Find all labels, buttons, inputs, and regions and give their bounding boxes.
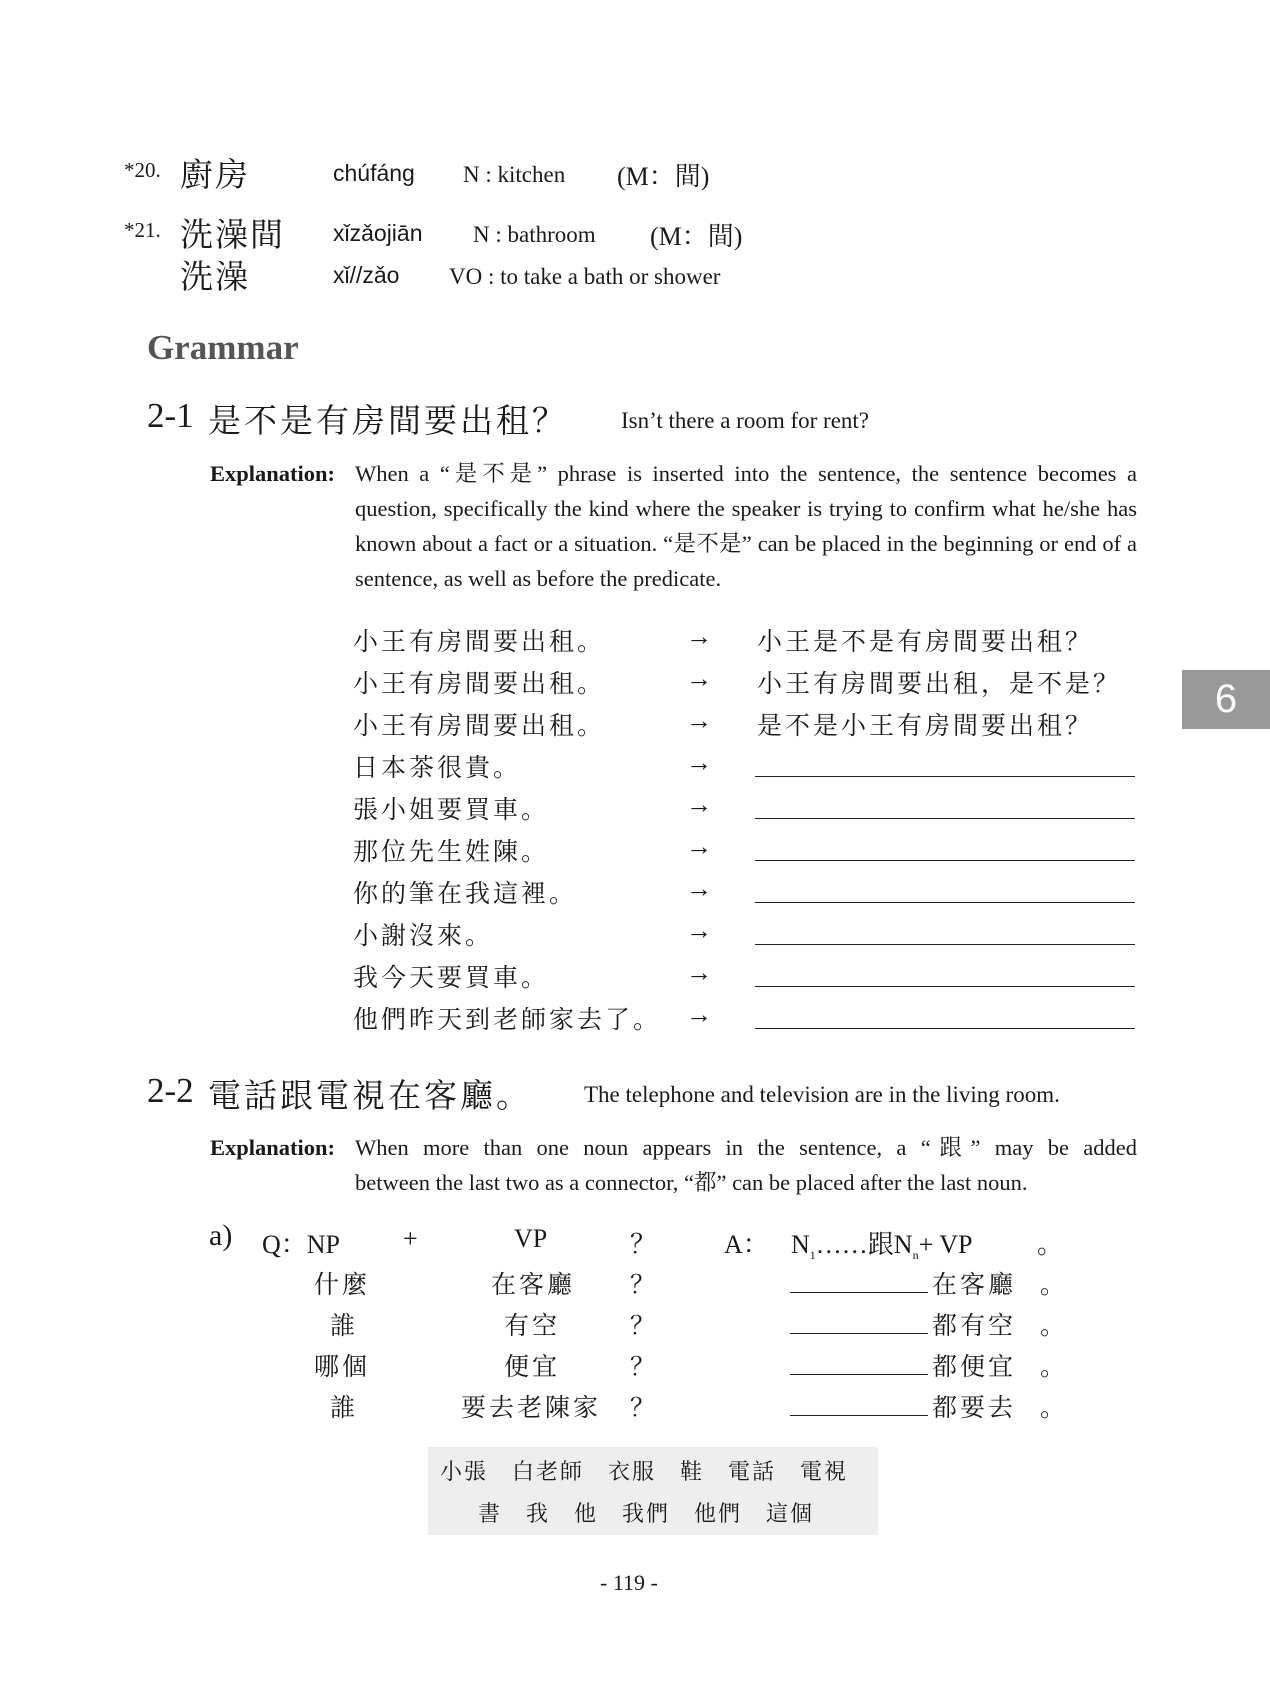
page-number: - 119 - [600, 1570, 658, 1595]
example-source: 小王有房間要出租。 [353, 629, 606, 656]
vocab-definition: N : bathroom [473, 222, 596, 247]
example-target: 小王是不是有房間要出租？ [757, 629, 1094, 656]
grammar-point-number: 2-2 [147, 1071, 194, 1110]
vocab-hanzi: 廚房 [180, 158, 250, 194]
vocab-number: *21. [124, 218, 161, 242]
vocab-hanzi: 洗澡間 [180, 218, 285, 254]
row-vp: 便宜 [504, 1354, 561, 1381]
arrow-icon: → [686, 916, 712, 945]
vocab-number: *20. [124, 158, 161, 182]
pattern-label: a) [209, 1219, 233, 1252]
answer-blank[interactable] [755, 902, 1135, 903]
grammar-point-number: 2-1 [147, 396, 194, 435]
example-source: 小王有房間要出租。 [353, 671, 606, 698]
pattern-vp: VP [514, 1224, 548, 1253]
example-source: 那位先生姓陳。 [353, 839, 550, 866]
grammar-point-translation: The telephone and television are in the living room. [584, 1082, 1060, 1107]
vocab-pinyin: xǐzǎojiān [333, 220, 423, 246]
vocab-definition: N : kitchen [463, 162, 566, 187]
row-vp: 在客廳 [491, 1272, 576, 1299]
example-source: 你的筆在我這裡。 [353, 881, 578, 908]
grammar-point-title: 是不是有房間要出租？ [208, 404, 568, 440]
example-source: 張小姐要買車。 [353, 797, 550, 824]
pattern-plus: + [403, 1224, 418, 1253]
word-bank-line: 小張 白老師 衣服 鞋 電話 電視 [440, 1459, 849, 1484]
explanation-label: Explanation: [210, 1135, 336, 1160]
row-answer: 在客廳 [932, 1272, 1017, 1299]
answer-blank[interactable] [755, 860, 1135, 861]
row-np: 誰 [330, 1395, 359, 1422]
row-np: 什麼 [314, 1272, 371, 1299]
explanation-text: question, specifically the kind where the speaker is trying to confirm what he/she has known about a fact or a situation. “是不是” can be placed in the beginning or end of a sentence, as well as before the predicate. [355, 496, 1137, 591]
arrow-icon: → [686, 874, 712, 903]
answer-blank[interactable] [790, 1415, 928, 1416]
example-source: 小謝沒來。 [353, 923, 494, 950]
arrow-icon: → [686, 958, 712, 987]
answer-blank[interactable] [790, 1292, 928, 1293]
row-np: 哪個 [314, 1354, 371, 1381]
arrow-icon: → [686, 790, 712, 819]
arrow-icon: → [686, 622, 712, 651]
example-source: 日本茶很貴。 [353, 755, 522, 782]
vocab-hanzi: 洗澡 [180, 260, 250, 296]
pattern-period: 。 [1037, 1230, 1064, 1259]
grammar-point-translation: Isn’t there a room for rent? [621, 408, 870, 433]
answer-blank[interactable] [755, 776, 1135, 777]
vocab-pinyin: xǐ//zǎo [333, 262, 400, 288]
answer-blank[interactable] [790, 1333, 928, 1334]
arrow-icon: → [686, 1000, 712, 1029]
explanation-text: between the last two as a connector, “都” can be placed after the last noun. [355, 1170, 1028, 1195]
example-source: 他們昨天到老師家去了。 [353, 1007, 662, 1034]
row-np: 誰 [330, 1313, 359, 1340]
arrow-icon: → [686, 706, 712, 735]
row-period: 。 [1040, 1272, 1069, 1299]
row-vp: 要去老陳家 [461, 1395, 602, 1422]
example-source: 我今天要買車。 [353, 965, 550, 992]
row-period: 。 [1040, 1354, 1069, 1381]
row-answer: 都有空 [932, 1313, 1017, 1340]
vocab-measure-word: (M：間) [650, 222, 743, 251]
row-question-mark: ？ [630, 1313, 659, 1340]
chapter-tab [1182, 670, 1270, 729]
answer-blank[interactable] [790, 1374, 928, 1375]
row-question-mark: ？ [630, 1354, 659, 1381]
answer-blank[interactable] [755, 818, 1135, 819]
vocab-definition: VO : to take a bath or shower [449, 264, 721, 289]
arrow-icon: → [686, 748, 712, 777]
row-vp: 有空 [504, 1313, 561, 1340]
explanation-first-line: When a “是不是” phrase is inserted into the sentence, the sentence becomes a [355, 461, 1137, 486]
chapter-number: 6 [1214, 677, 1238, 721]
pattern-answer-label: A： [724, 1230, 769, 1259]
answer-blank[interactable] [755, 944, 1135, 945]
example-source: 小王有房間要出租。 [353, 713, 606, 740]
pattern-question-mark: ？ [630, 1230, 657, 1259]
row-answer: 都要去 [932, 1395, 1017, 1422]
vocab-pinyin: chúfáng [333, 160, 415, 186]
arrow-icon: → [686, 832, 712, 861]
example-target: 是不是小王有房間要出租？ [757, 713, 1094, 740]
row-period: 。 [1040, 1395, 1069, 1422]
row-answer: 都便宜 [932, 1354, 1017, 1381]
word-bank-line: 書 我 他 我們 他們 這個 [478, 1501, 815, 1526]
row-period: 。 [1040, 1313, 1069, 1340]
grammar-point-title: 電話跟電視在客廳。 [208, 1079, 532, 1115]
row-question-mark: ？ [630, 1395, 659, 1422]
pattern-answer: $N_1\dots\dots$跟$N_n+$ VP [791, 1230, 973, 1263]
answer-blank[interactable] [755, 986, 1135, 987]
section-heading: Grammar [147, 328, 299, 367]
answer-blank[interactable] [755, 1028, 1135, 1029]
row-question-mark: ？ [630, 1272, 659, 1299]
arrow-icon: → [686, 664, 712, 693]
explanation-label: Explanation: [210, 461, 336, 486]
vocab-measure-word: (M：間) [617, 162, 710, 191]
example-target: 小王有房間要出租，是不是？ [757, 671, 1122, 698]
explanation-first-line: When more than one noun appears in the sentence, a “跟” may be added [355, 1135, 1137, 1160]
pattern-question: Q：NP [262, 1230, 341, 1259]
